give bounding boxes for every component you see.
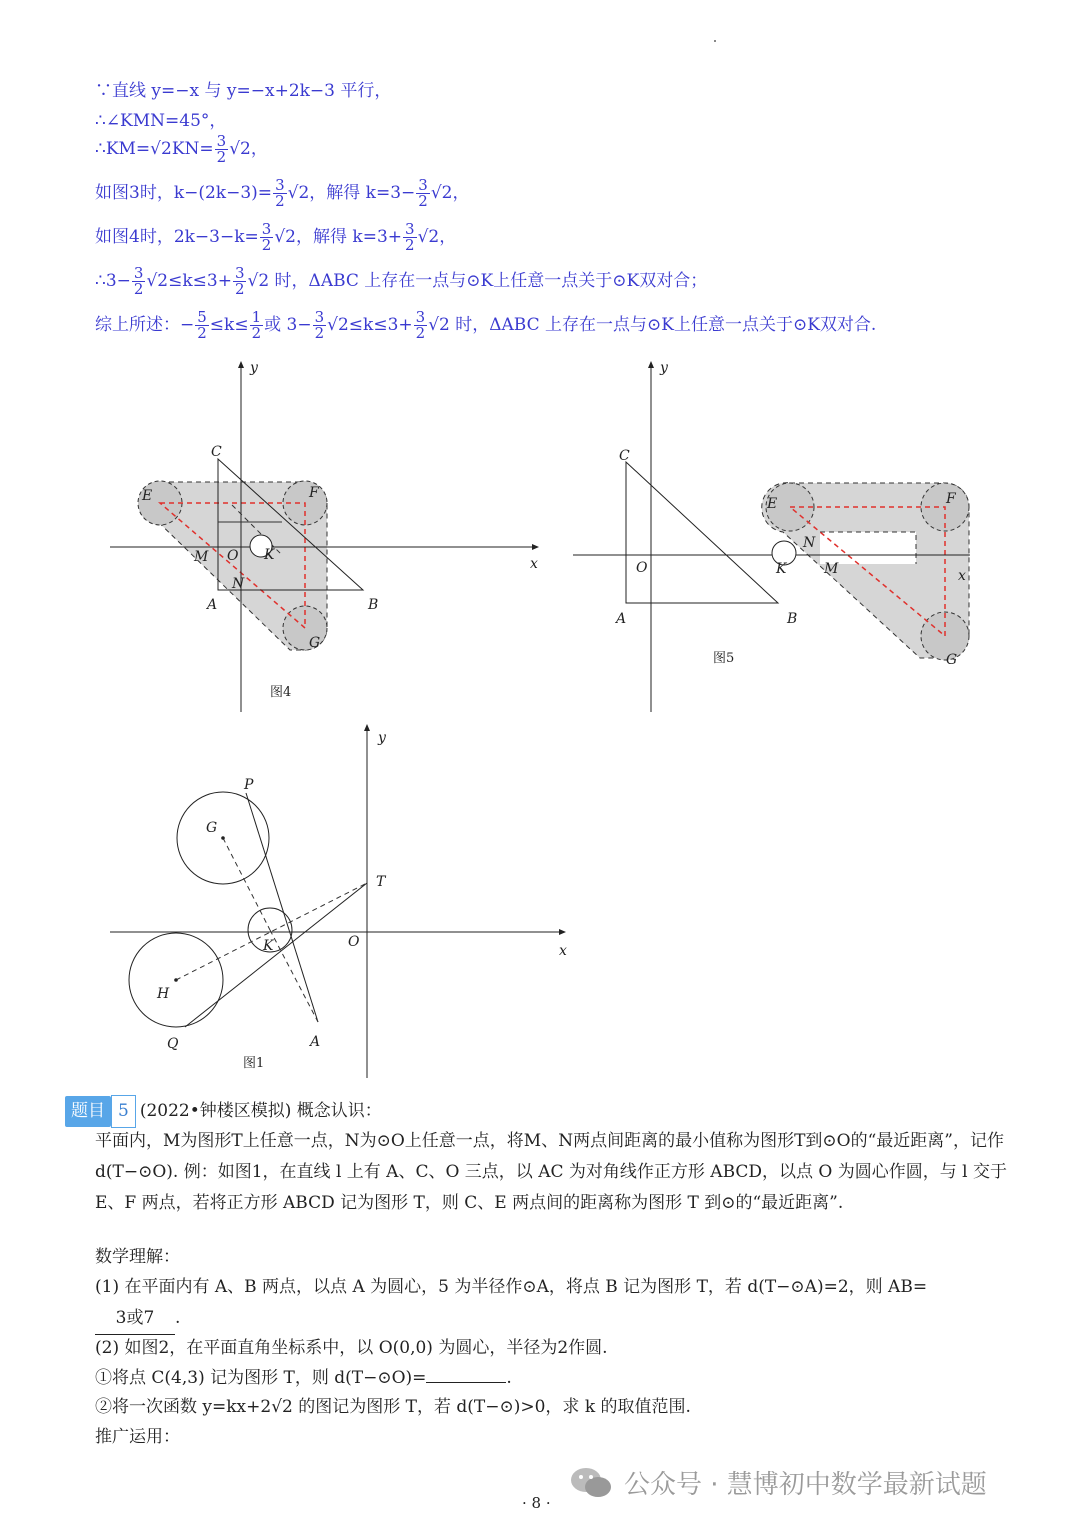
fraction: $\frac{3}{2}$: [133, 264, 144, 298]
fraction: $\frac{3}{2}$: [415, 308, 426, 342]
question-1: [95, 1272, 1025, 1335]
question-2: (2) 如图2，在平面直角坐标系中，以 O(0,0) 为圆心，半径为2作圆.: [95, 1338, 608, 1358]
dash-gk: [223, 838, 270, 930]
label-a: A: [616, 611, 627, 627]
fraction: $\frac{1}{2}$: [251, 308, 262, 342]
solution-text: √2≤k≤3+: [146, 271, 232, 291]
solution-text: 或 3−: [264, 315, 312, 335]
fraction: $\frac{3}{2}$: [418, 176, 428, 210]
label-e: E: [767, 496, 778, 512]
caption-fig4: 图4: [270, 685, 292, 700]
problem-header: [65, 1095, 1025, 1128]
fraction: $\frac{3}{2}$: [261, 220, 272, 254]
label-e: E: [142, 488, 153, 504]
label-b: B: [787, 611, 798, 627]
solution-text: ∴KM=√2KN=: [95, 139, 214, 159]
answer-blank-1: 3或7: [95, 1303, 175, 1335]
fraction: $\frac{3}{2}$: [216, 132, 227, 166]
page-number: · 8 ·: [522, 1494, 551, 1512]
label-n: N: [803, 535, 816, 551]
question-text: ①将点 C(4,3) 记为图形 T，则 d(T−⊙O)=: [95, 1368, 427, 1388]
label-f: F: [309, 485, 319, 501]
fraction: $\frac{3}{2}$: [275, 176, 285, 210]
dash-ka: [270, 930, 318, 1022]
label-o: O: [348, 934, 360, 950]
label-f: F: [946, 491, 956, 507]
problem-badge: 题目: [65, 1096, 111, 1127]
question-2-2: ②将一次函数 y=kx+2√2 的图记为图形 T，若 d(T−⊙)>0，求 k 的取值范围.: [95, 1397, 691, 1417]
heading-understand: 数学理解：: [95, 1247, 180, 1267]
label-c: C: [619, 448, 630, 464]
caption-fig5: 图5: [713, 651, 735, 666]
label-q: Q: [167, 1036, 179, 1052]
label-g: G: [946, 652, 958, 668]
line-pa: [246, 793, 318, 1022]
label-y: y: [660, 360, 668, 376]
label-p: P: [244, 777, 254, 793]
solution-text: √2≤k≤3+: [327, 315, 413, 335]
label-k: K: [776, 561, 787, 577]
solution-text: √2，: [229, 139, 268, 159]
solution-text: √2 时，ΔABC 上存在一点与⊙K上任意一点关于⊙K双对合；: [247, 271, 708, 291]
fraction: $\frac{3}{2}$: [234, 264, 245, 298]
label-y: y: [250, 360, 258, 376]
label-a: A: [207, 597, 218, 613]
label-g: G: [206, 820, 218, 836]
label-g: G: [309, 635, 321, 651]
label-t: T: [376, 874, 386, 890]
label-h: H: [157, 986, 170, 1002]
solution-text: ≤k≤: [209, 315, 249, 335]
label-a: A: [310, 1034, 321, 1050]
label-k: K: [263, 938, 274, 954]
label-x: x: [530, 556, 538, 572]
heading-extend: 推广运用：: [95, 1427, 180, 1447]
question-text: (1) 在平面内有 A、B 两点，以点 A 为圆心，5 为半径作⊙A，将点 B 记为图形 T，若 d(T−⊙A)=2，则 AB=: [95, 1277, 928, 1297]
solution-line-1: ∵直线 y=−x 与 y=−x+2k−3 平行，: [95, 81, 392, 101]
solution-text: √2，解得 k=3+: [274, 227, 403, 247]
label-x: x: [559, 943, 567, 959]
label-x: x: [958, 568, 966, 584]
watermark-text: 公众号 · 慧博初中数学最新试题: [624, 1470, 987, 1500]
solution-text: 如图4时，2k−3−k=: [95, 227, 259, 247]
line-qt: [185, 883, 367, 1027]
fraction: $\frac{3}{2}$: [405, 220, 415, 254]
solution-text: ∴3−: [95, 271, 131, 291]
solution-line-2: ∴∠KMN=45°，: [95, 111, 227, 131]
question-end: .: [175, 1308, 181, 1328]
label-c: C: [211, 444, 222, 460]
solution-text: 如图3时，k−(2k−3)=: [95, 183, 273, 203]
fraction: $\frac{3}{2}$: [314, 308, 325, 342]
label-y: y: [378, 730, 386, 746]
problem-paragraph: 平面内，M为图形T上任意一点，N为⊙O上任意一点，将M、N两点间距离的最小值称为图形T到⊙O的“最近距离”，记作 d(T−⊙O). 例：如图1，在直线 l 上有 A、C、O 三点，以 AC 为对角线作正方形 ABCD，以点 O 为圆心作圆，与 l 交于 E、F 两点，若将正方形 ABCD 记为图形 T，则 C、E 两点间的距离称为图形 T 到⊙的“最近距离”.: [95, 1131, 1008, 1213]
point-g: [221, 836, 225, 840]
label-m: M: [824, 561, 839, 577]
question-2-1: [95, 1363, 1025, 1394]
fraction: $\frac{5}{2}$: [197, 308, 207, 342]
watermark: [568, 1464, 987, 1501]
solution-text: √2 时，ΔABC 上存在一点与⊙K上任意一点关于⊙K双对合.: [428, 315, 877, 335]
label-o: O: [227, 548, 239, 564]
question-end: .: [506, 1368, 512, 1388]
label-n: N: [232, 576, 245, 592]
solution-text: 综上所述：−: [95, 315, 195, 335]
problem-number: 5: [111, 1095, 136, 1128]
point-h: [174, 978, 178, 982]
answer-blank-2: [426, 1382, 506, 1383]
label-m: M: [194, 549, 209, 565]
label-b: B: [368, 597, 379, 613]
solution-text: √2，: [417, 227, 457, 247]
wechat-icon: [568, 1465, 614, 1501]
label-o: O: [636, 560, 648, 576]
problem-source: (2022•钟楼区模拟) 概念认识：: [139, 1101, 382, 1121]
solution-text: √2，解得 k=3−: [287, 183, 416, 203]
solution-text: √2，: [430, 183, 470, 203]
label-k: K: [264, 547, 275, 563]
caption-fig1: 图1: [243, 1056, 265, 1071]
